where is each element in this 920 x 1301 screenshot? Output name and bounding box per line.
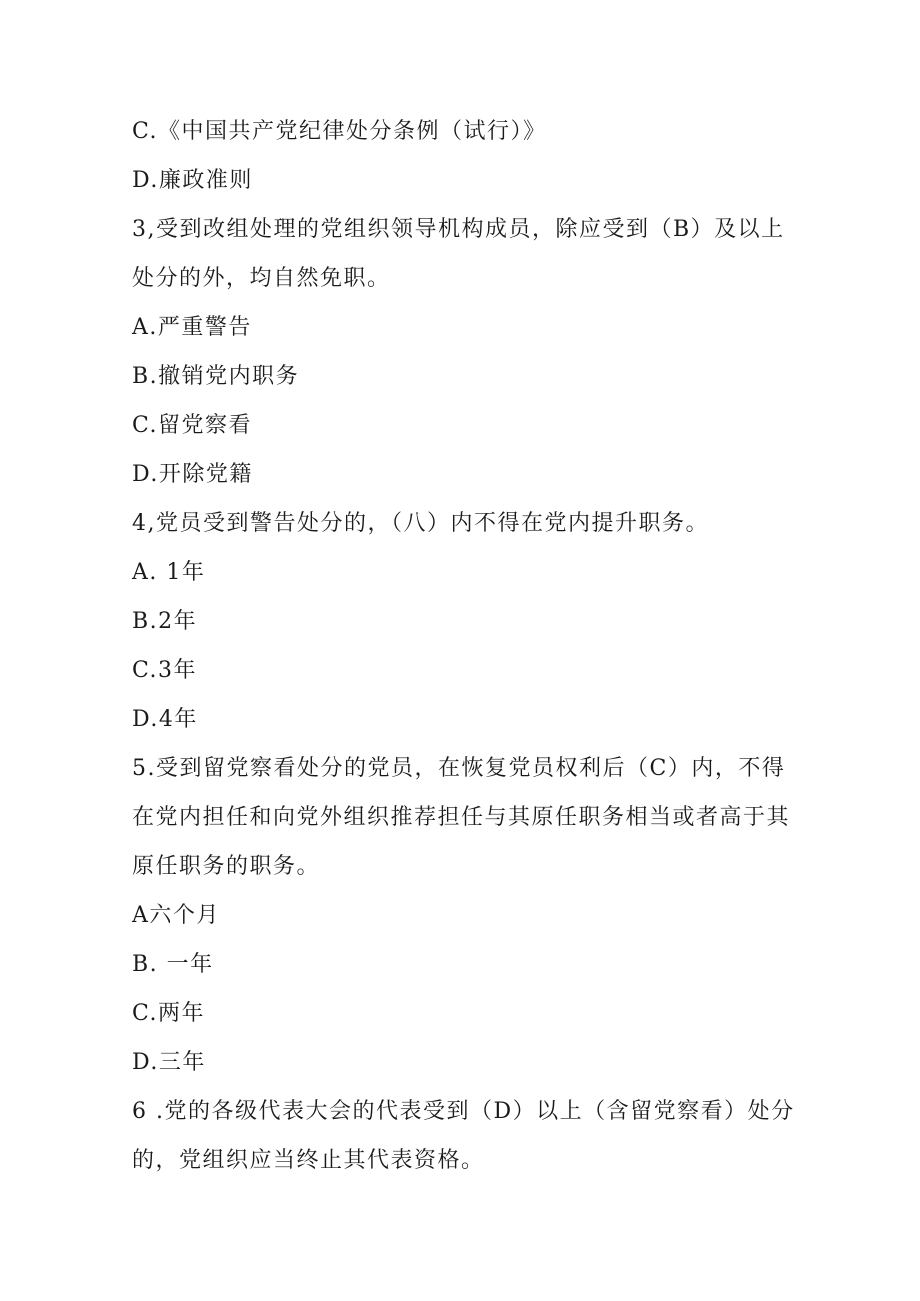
option-4c-text: C.3年: [132, 658, 198, 683]
option-2d-text: D.廉政准则: [132, 168, 253, 193]
question-6-line-1: 6 .党的各级代表大会的代表受到（D）以上（含留党察看）处分: [132, 1099, 795, 1124]
option-4d-text: D.4年: [132, 707, 198, 732]
option-5c-text: C.两年: [132, 1001, 206, 1026]
question-5-line-2: 在党内担任和向党外组织推荐担任与其原任职务相当或者高于其: [132, 805, 791, 830]
question-4-text: 4,党员受到警告处分的，（八）内不得在党内提升职务。: [132, 511, 709, 536]
option-5a-text: A六个月: [132, 903, 220, 928]
question-3-line-2: 处分的外，均自然免职。: [132, 266, 391, 291]
question-5-line-1: 5.受到留党察看处分的党员，在恢复党员权利后（C）内，不得: [132, 756, 786, 781]
option-2c-text: C.《中国共产党纪律处分条例（试行）》: [132, 119, 547, 144]
option-3b-text: B.撤销党内职务: [132, 364, 300, 389]
option-3a-text: A.严重警告: [132, 315, 252, 340]
option-3d-text: D.开除党籍: [132, 462, 253, 487]
option-5d-text: D.三年: [132, 1050, 206, 1075]
option-4b-text: B.2年: [132, 609, 198, 634]
question-5-line-3: 原任职务的职务。: [132, 854, 321, 879]
question-6-line-2: 的，党组织应当终止其代表资格。: [132, 1148, 485, 1173]
option-4a-text: A. 1年: [132, 560, 206, 585]
question-3-line-1: 3,受到改组处理的党组织领导机构成员，除应受到（B）及以上: [132, 217, 785, 242]
option-3c-text: C.留党察看: [132, 413, 253, 438]
option-5b-text: B. 一年: [132, 952, 214, 977]
